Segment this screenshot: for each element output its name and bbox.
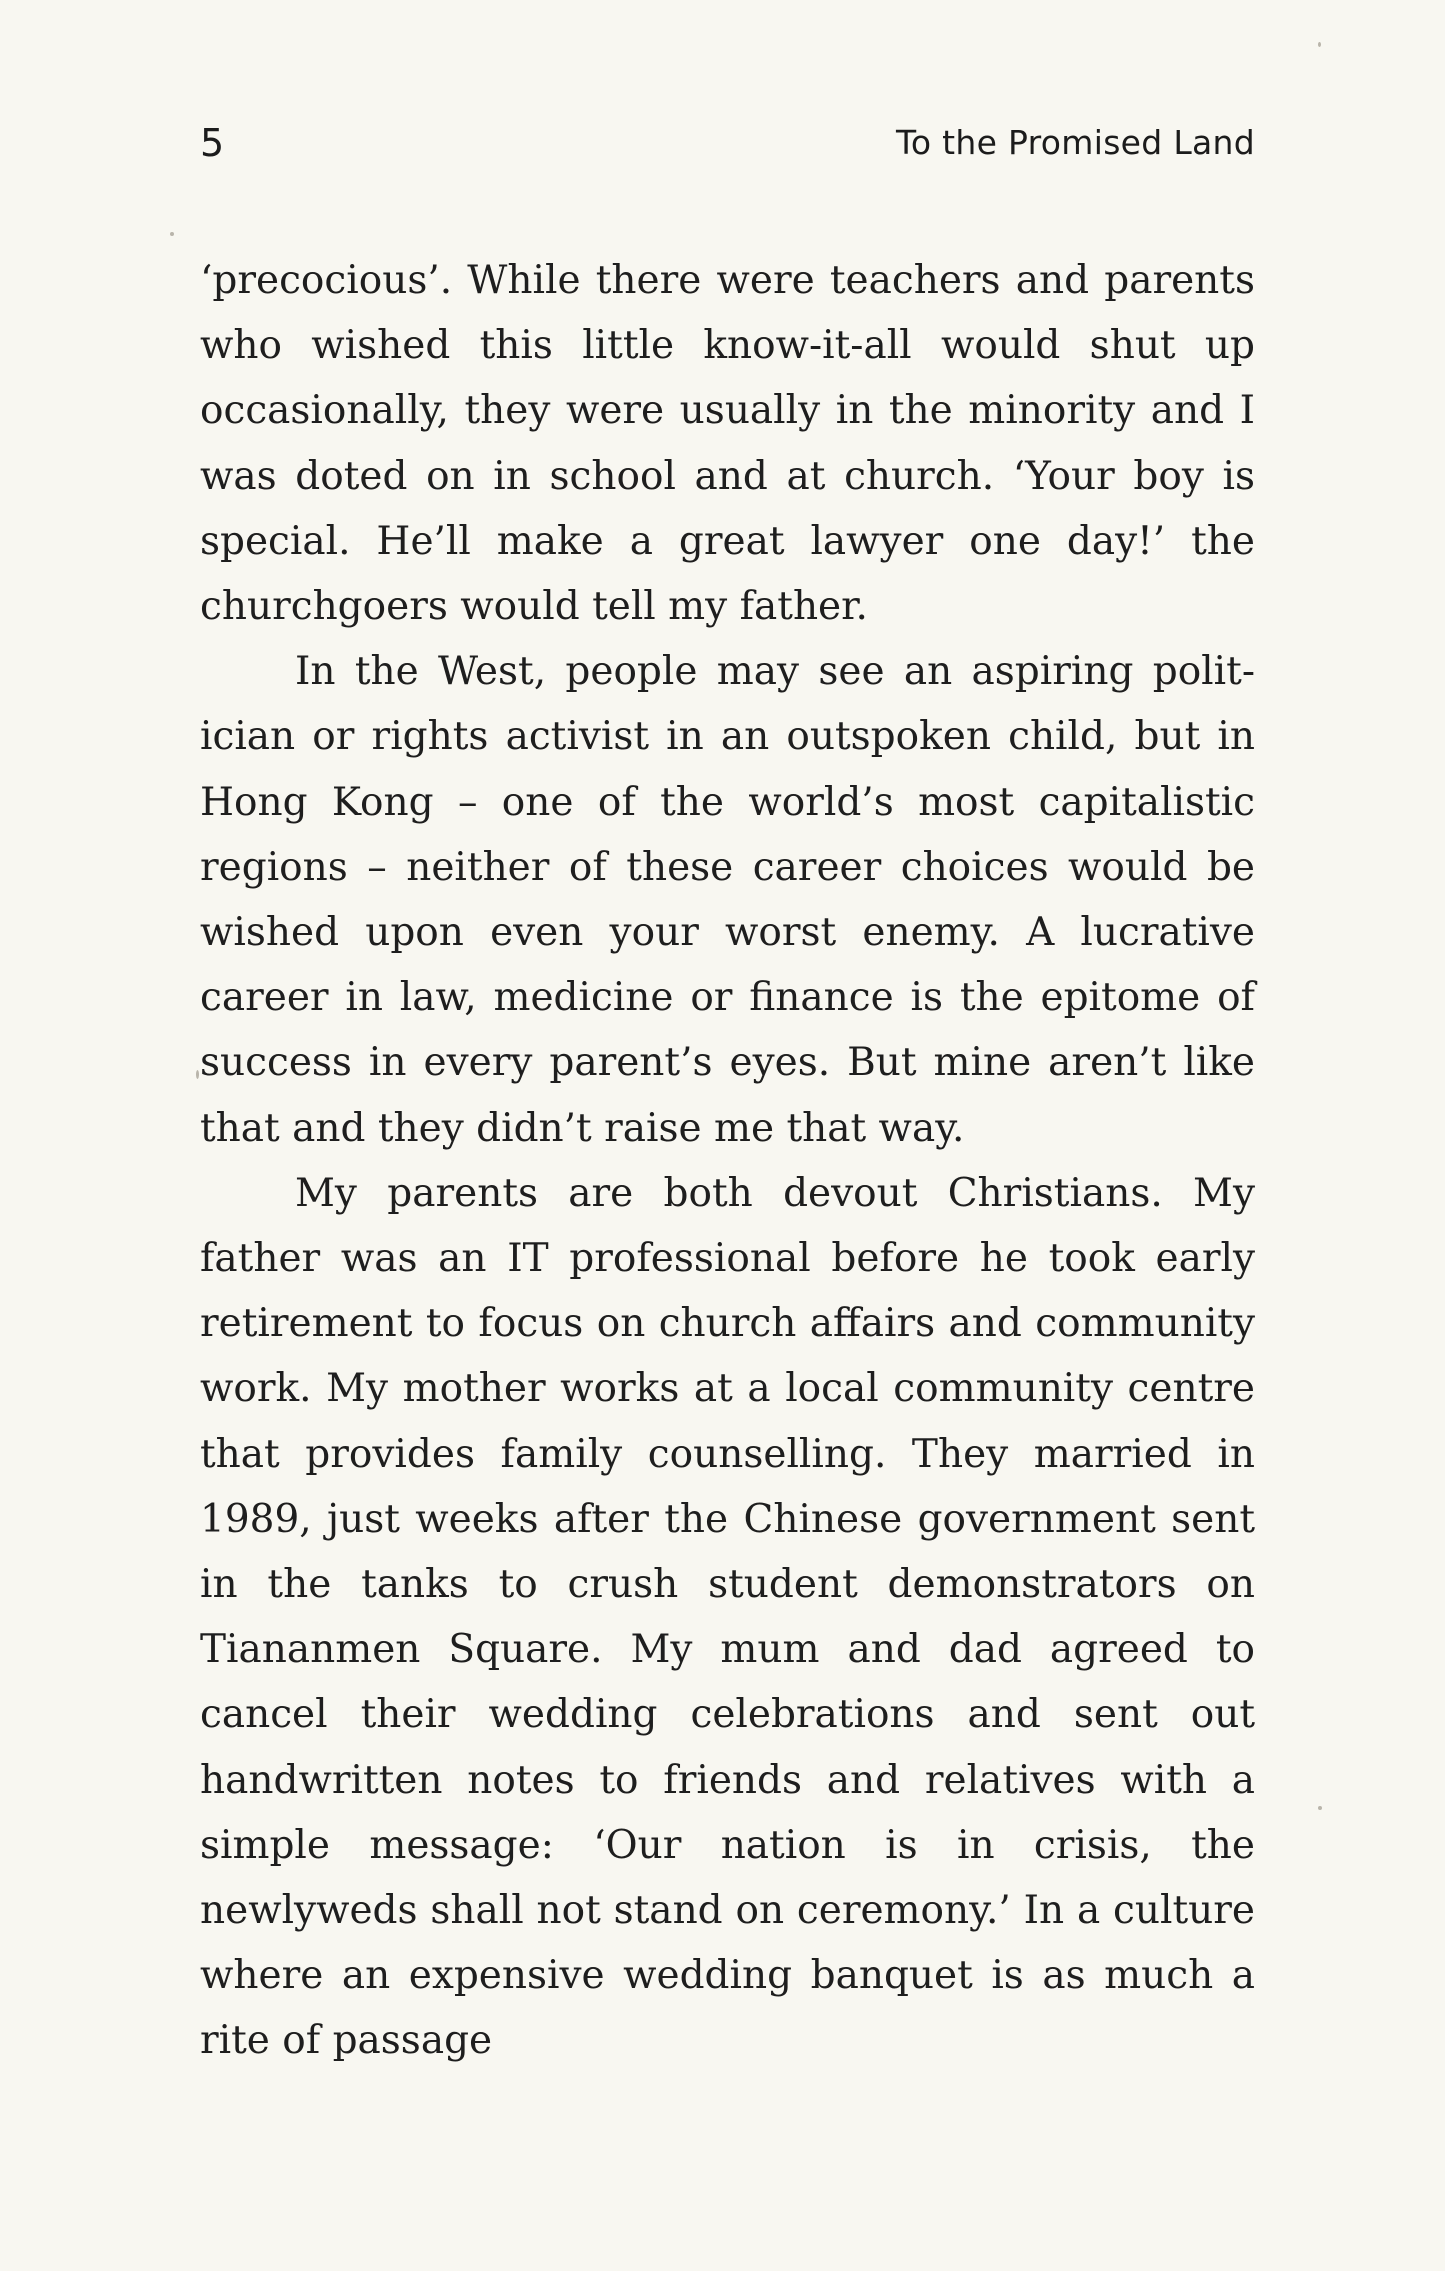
paper-speck bbox=[1318, 42, 1321, 47]
paragraph-1: ‘precocious’. While there were teachers and parents who wished this little know-it-all would shut up occasionally, they were usually in the minority and I was doted on in school and at church. ‘Your boy is special. He’ll make a great lawyer one day!’ the churchgoers would tell my father. bbox=[200, 258, 1255, 630]
paper-speck bbox=[170, 232, 174, 236]
body-text bbox=[200, 248, 1255, 2074]
paper-speck bbox=[196, 1070, 199, 1079]
running-title: To the Promised Land bbox=[896, 123, 1255, 162]
running-head bbox=[200, 118, 1255, 168]
page-number: 5 bbox=[200, 121, 225, 165]
paper-speck bbox=[1318, 1806, 1322, 1810]
paragraph-2: In the West, people may see an aspiring politician or rights activist in an outspoken child, but in Hong Kong – one of the world’s most capitalistic regions – neither of these career choices would be wished upon even your worst enemy. A lucrative career in law, medicine or finance is the epitome of success in every parent’s eyes. But mine aren’t like that and they didn’t raise me that way. bbox=[200, 649, 1255, 1151]
paragraph-3: My parents are both devout Christians. My father was an IT professional before he took early retirement to focus on church affairs and community work. My mother works at a local community centre that provides family counselling. They married in 1989, just weeks after the Chinese government sent in the tanks to crush student demonstrators on Tiananmen Square. My mum and dad agreed to cancel their wedding celebrations and sent out handwritten notes to friends and relatives with a simple message: ‘Our nation is in crisis, the newlyweds shall not stand on ceremony.’ In a culture where an expensive wedding banquet is as much a rite of passage bbox=[200, 1170, 1255, 2064]
